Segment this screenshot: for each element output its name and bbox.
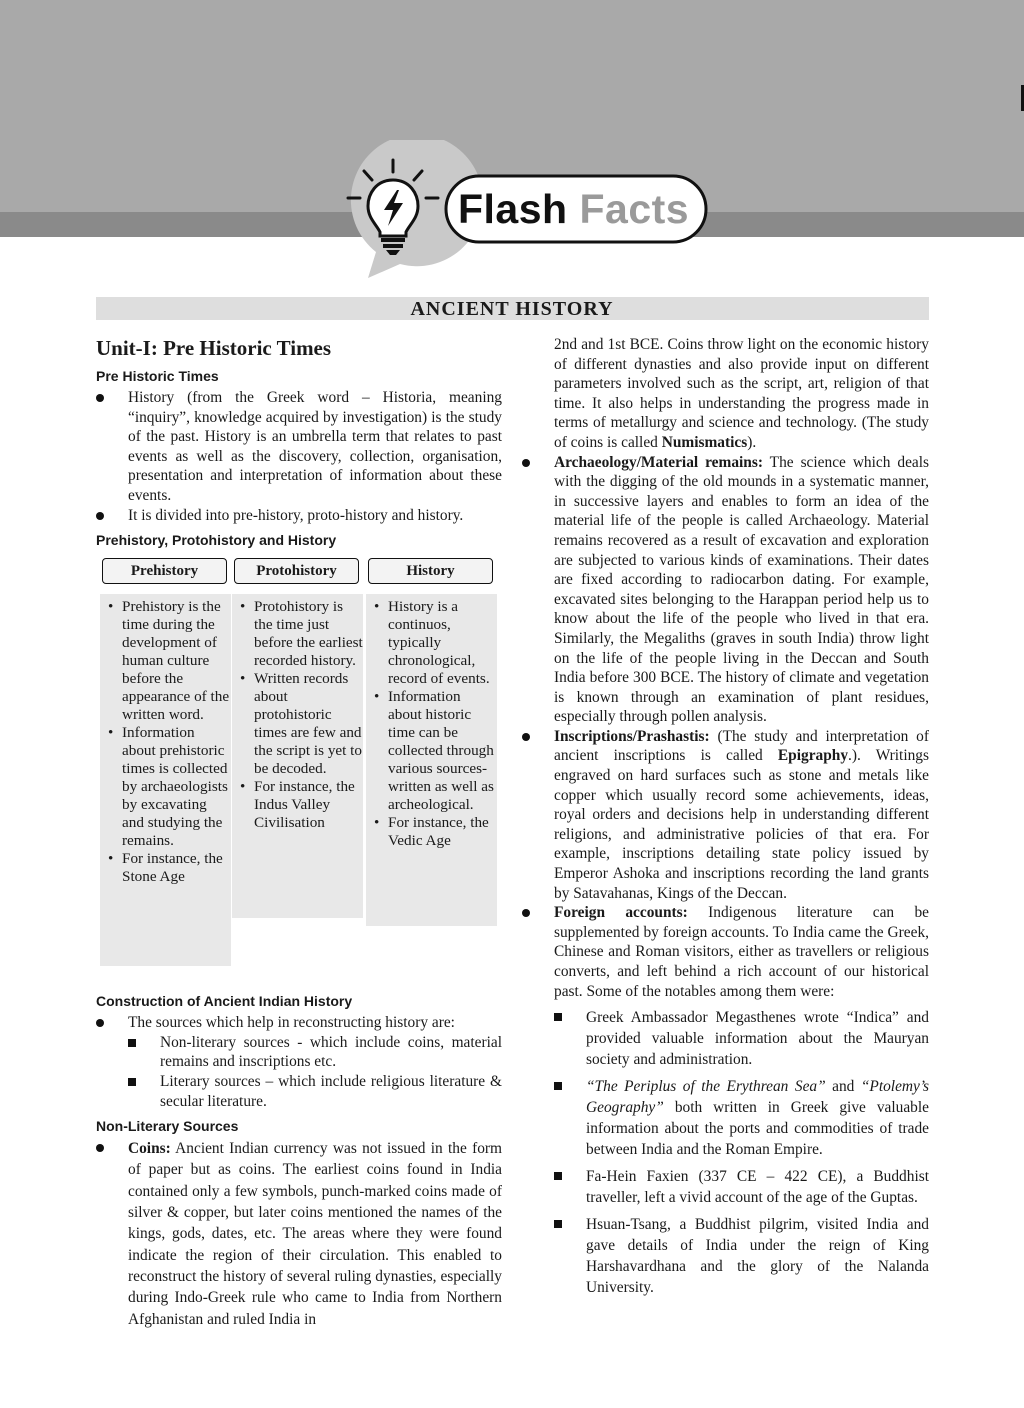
coins-text: Ancient Indian currency was not issued in the form of paper but as coins. The earliest coins found in India contained only a few symbols, punch-marked coins made of silver & copper, but later coins mentioned the names of the kings, gods, dates, etc. The areas where they were found indicate the region of their circulation. This enabled to reconstruct the history of several ruling dynasties, especially during Indo-Greek rule who came to India from Northern Afghanistan and ruled India in [128, 1140, 502, 1328]
list-item: • History is a continuos, typically chronological, record of events. [388, 598, 497, 688]
hsuan-tsang-item: Hsuan-Tsang, a Buddhist pilgrim, visited India and gave details of India under the reign of King Harshavardhana and the glory of the Nalanda University. [522, 1214, 929, 1298]
archaeology-label: Archaeology/Material remains: [554, 453, 763, 471]
list-item: • For instance, the Indus Valley Civilisation [254, 778, 363, 832]
comparison-table [96, 558, 502, 980]
list-item: • Written records about protohistoric times are few and the script is yet to be decoded. [254, 670, 363, 778]
pre-historic-heading: Pre Historic Times [96, 368, 219, 384]
numismatics-term: Numismatics [661, 433, 748, 451]
megasthenes-item: Greek Ambassador Megasthenes wrote “Indica” and provided valuable information about the Mauryan society and administration. [522, 1007, 929, 1070]
protohistory-header: Protohistory [234, 558, 359, 584]
periplus-item [522, 1076, 929, 1160]
construction-heading: Construction of Ancient Indian History [96, 993, 353, 1010]
section-title: ANCIENT HISTORY [410, 298, 614, 320]
history-definition: History (from the Greek word – Historia, meaning “inquiry”, knowledge acquired by investigation) is the study of the past. History is an umbrella term that relates to past events as well as the discovery, collection, organisation, presentation and interpretation of information about these events. [96, 388, 502, 506]
coins-continued-text: 2nd and 1st BCE. Coins throw light on the economic history of different dynasties and also provide input on different parameters involved such as the script, art, religion of that time. It also helps in understanding the progress made in terms of metallurgy and science and technology. (The study of coins is called [554, 336, 929, 451]
inscriptions-text-a: (The study and interpretation of ancient inscriptions is called [554, 727, 929, 765]
list-item: • Information about prehistoric times is collected by archaeologists by excavating and studying the remains. [122, 724, 231, 850]
pph-heading: Prehistory, Protohistory and History [96, 532, 337, 549]
coins-label: Coins: [128, 1140, 171, 1158]
literary-sources-item: Literary sources – which include religious literature & secular literature. [96, 1072, 502, 1111]
list-item: • Information about historic time can be collected through various sources- written as well as archeological. [388, 688, 497, 814]
right-column [522, 335, 929, 1298]
list-item: • For instance, the Vedic Age [388, 814, 497, 850]
unit-heading: Unit-I: Pre Historic Times [96, 336, 332, 360]
inscriptions-paragraph [522, 727, 929, 903]
archaeology-paragraph [522, 453, 929, 727]
coins-paragraph [96, 1138, 502, 1330]
inscriptions-label: Inscriptions/Prashastis: [554, 727, 710, 745]
flash-facts-title [458, 183, 689, 235]
title-word-facts: Facts [579, 186, 690, 232]
periplus-and: and [825, 1078, 861, 1096]
foreign-accounts-paragraph [522, 903, 929, 1001]
coins-continued-end: ). [747, 433, 757, 451]
history-body [366, 594, 497, 926]
protohistory-body [232, 594, 363, 918]
prehistory-header: Prehistory [102, 558, 227, 584]
section-title-wrap [0, 296, 1024, 322]
history-header: History [368, 558, 493, 584]
epigraphy-term: Epigraphy [777, 747, 849, 765]
foreign-accounts-label: Foreign accounts: [554, 904, 688, 922]
title-word-flash: Flash [458, 186, 568, 232]
archaeology-text: The science which deals with the digging of the old mounds in a systematic manner, in successive layers and enables to form an idea of the material life of the people is called Archaeology. Material remains recovered as a result of excavation and exploration are subjected to various kinds of examinations. Their dates are fixed according to radiocarbon dating. For example, excavated sites belonging to the Harappan period help us to know about the life of the people who lived in that era. Similarly, the Megaliths (graves in south India) throw light on the life of the people living in the Deccan and South India before 300 BCE. The history of climate and vegetation is known through an examination of plant residues, especially through pollen analysis. [554, 453, 930, 726]
list-item: • Prehistory is the time during the development of human culture before the appearance of the written word. [122, 598, 231, 724]
foreign-accounts-text: Indigenous literature can be supplemented by foreign accounts. To India came the Greek, Chinese and Roman visitors, either as travellers or religious converts, and left behind a rich account of our historical past. Some of the notables among them were: [554, 904, 929, 1000]
list-item: • For instance, the Stone Age [122, 850, 231, 886]
construction-bullet: The sources which help in reconstructing history are: [96, 1013, 502, 1033]
non-literary-sources-item: Non-literary sources - which include coins, material remains and inscriptions etc. [96, 1033, 502, 1072]
ptolemy-title: “Ptolemy’s Geography” [586, 1078, 929, 1117]
periplus-text: both written in Greek give valuable information about the ports and commodities of trade between India and the Roman Empire. [586, 1099, 929, 1159]
non-literary-heading: Non-Literary Sources [96, 1118, 239, 1135]
periplus-title: “The Periplus of the Erythrean Sea” [586, 1078, 826, 1096]
history-division: It is divided into pre-history, proto-history and history. [96, 506, 502, 526]
left-column [96, 335, 502, 1330]
inscriptions-text-b: .). Writings engraved on hard surfaces such as stone and metals like copper which usually record some achievements, ideas, royal orders and decisions help in understanding different religions, and administrative policies of that era. For example, inscriptions detailing state policy issued by Emperor Ashoka and inscriptions recording the land grants by Satavahanas, Kings of the Deccan. [554, 747, 929, 902]
fa-hein-item: Fa-Hein Faxien (337 CE – 422 CE), a Buddhist traveller, left a vivid account of the age of the Guptas. [522, 1166, 929, 1208]
list-item: • Protohistory is the time just before the earliest recorded history. [254, 598, 363, 670]
prehistory-body [100, 594, 231, 966]
coins-continued [522, 335, 929, 453]
